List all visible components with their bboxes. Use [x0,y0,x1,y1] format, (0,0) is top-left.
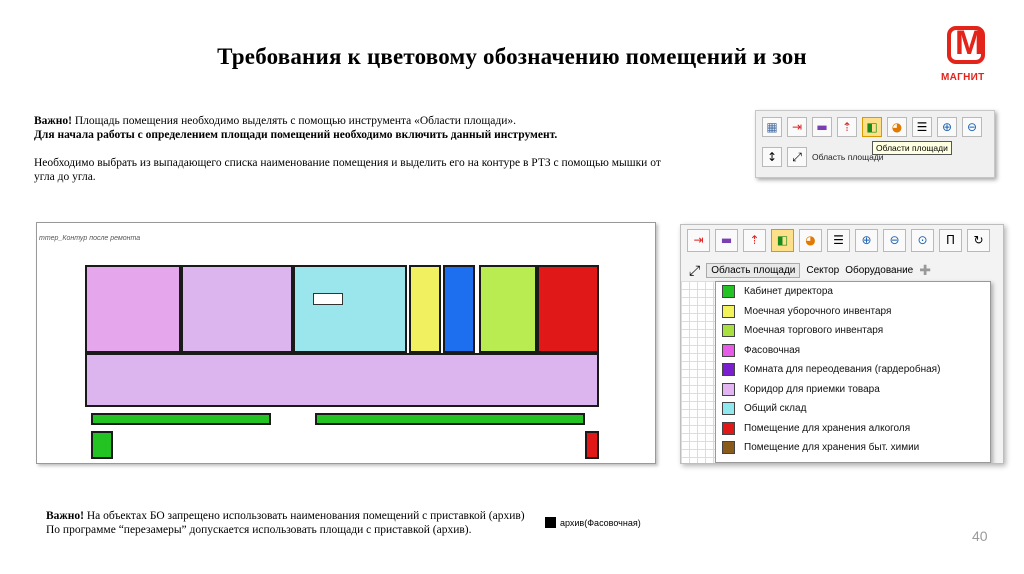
list-item[interactable]: Общий склад [716,399,990,419]
palette-icon[interactable]: ◕ [887,117,907,137]
legend-swatch [545,517,556,528]
area-label[interactable]: Область площади [812,152,884,162]
palette-icon[interactable]: ◕ [799,229,822,252]
slide-title: Требования к цветовому обозначению помещений и зон [217,44,807,69]
list-item[interactable]: Коридор для приемки товара [716,380,990,400]
warning-paragraph [46,509,566,537]
warning-line2: По программе “перезамеры” допускается использовать площади с приставкой (архив). [46,524,472,536]
plan-label: ттер_Контур после ремонта [39,235,141,242]
paragraph1-text: Площадь помещения необходимо выделять с помощью инструмента «Области площади». [71,115,516,127]
room-corridor-left [181,265,293,353]
swatch [722,383,735,396]
room-green-strip-2 [315,413,585,425]
room-green-strip [91,413,271,425]
room-type-list [715,281,991,463]
area-tool-icon[interactable]: ◧ [771,229,794,252]
logo-text: МАГНИТ [941,72,985,83]
equipment-button[interactable]: Оборудование [845,264,914,276]
list-item[interactable]: Моечная торгового инвентаря [716,321,990,341]
move-icon[interactable]: ⇥ [687,229,710,252]
area-tool-icon[interactable]: ◧ [862,117,882,137]
zoom-out-icon[interactable]: ⊖ [883,229,906,252]
resize-vertical-icon[interactable]: ↕ [762,147,782,167]
swatch [722,422,735,435]
add-icon[interactable]: ✚ [919,261,931,278]
swatch [722,285,735,298]
toolbar-row-1 [762,115,982,139]
room-green-block [91,431,113,459]
page-number: 40 [972,528,988,544]
warning-text: На объектах БО запрещено использовать наименования помещений с приставкой (архив) [83,510,525,522]
canvas-grid [681,281,715,464]
zoom-in-icon[interactable]: ⊕ [937,117,957,137]
move-icon[interactable]: ⇥ [787,117,807,137]
resize-diagonal-icon[interactable]: ⤢ [689,261,701,278]
list-icon[interactable]: ☰ [827,229,850,252]
room-blue [443,265,475,353]
logo-mark-icon [947,26,985,64]
room-fasovochnaya [85,265,181,353]
swatch [722,363,735,376]
list-item[interactable]: Помещение для хранения быт. химии [716,438,990,458]
warning-lead: Важно! [46,510,84,522]
logo-glyph: M [955,24,984,62]
resize-diagonal-icon[interactable]: ⤢ [787,147,807,167]
dropdown-toolbar [681,225,1004,255]
instruction-paragraph-2: Необходимо выбрать из выпадающего списка наименование помещения и выделить его на контуре в РТЗ с помощью мышки от угла до угла. [34,157,661,183]
list-item[interactable]: Кабинет директора [716,282,990,302]
floor-plan [36,222,656,464]
arrow-up-icon[interactable]: ⇡ [743,229,766,252]
swatch [722,324,735,337]
toolbar-row-2 [762,145,884,169]
room-green-wash [479,265,537,353]
bars-icon[interactable]: ▬ [812,117,832,137]
dropdown-screenshot [680,224,1004,464]
zoom-in-icon[interactable]: ⊕ [855,229,878,252]
toolbar-screenshot [755,110,995,178]
pi-icon[interactable]: Π [939,229,962,252]
grid-icon[interactable]: ▦ [762,117,782,137]
sector-button[interactable]: Сектор [806,264,840,276]
swatch [722,441,735,454]
paragraph1-bold: Для начала работы с определением площади помещений необходимо включить данный инструмент. [34,129,558,141]
list-item[interactable]: Помещение для хранения алкоголя [716,419,990,439]
magnit-logo [935,26,1005,96]
room-tag [313,293,343,305]
room-corridor [85,353,599,407]
list-icon[interactable]: ☰ [912,117,932,137]
zoom-fit-icon[interactable]: ⊙ [911,229,934,252]
important-lead: Важно! [34,115,72,127]
room-general-storage [293,265,407,353]
room-red-block [585,431,599,459]
list-item[interactable]: Фасовочная [716,341,990,361]
zoom-out-icon[interactable]: ⊖ [962,117,982,137]
arrow-up-icon[interactable]: ⇡ [837,117,857,137]
list-item[interactable]: Комната для переодевания (гардеробная) [716,360,990,380]
list-item[interactable]: Моечная уборочного инвентаря [716,302,990,322]
dropdown-row [681,259,1004,281]
swatch [722,402,735,415]
area-dropdown-button[interactable]: Область площади [706,263,800,278]
swatch [722,305,735,318]
room-alcohol [537,265,599,353]
swatch [722,344,735,357]
legend-label: архив(Фасовочная) [560,517,641,528]
refresh-icon[interactable]: ↻ [967,229,990,252]
archive-legend [545,517,641,528]
area-tooltip: Области площади [872,141,952,155]
instruction-paragraph-1 [34,114,674,142]
bars-icon[interactable]: ▬ [715,229,738,252]
room-yellow [409,265,441,353]
